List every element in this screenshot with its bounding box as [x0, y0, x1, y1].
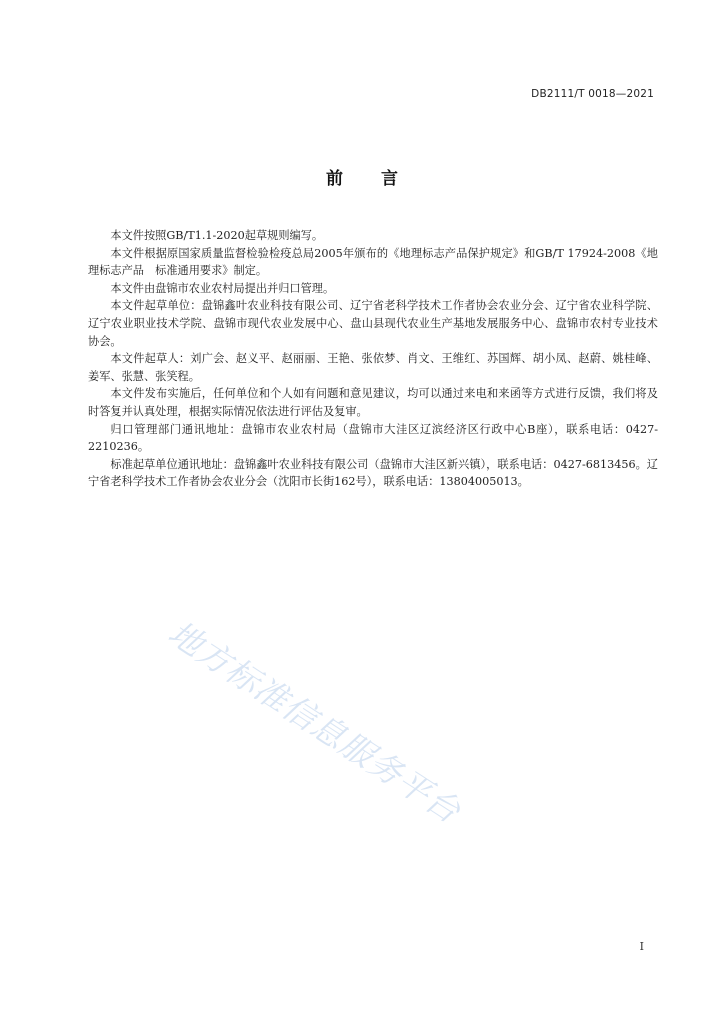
paragraph-drafting-rules: 本文件按照GB/T1.1-2020起草规则编写。: [110, 229, 324, 242]
foreword-body: [88, 227, 658, 491]
page-title-char-1: 前: [326, 169, 343, 189]
paragraph-admin-address: 归口管理部门通讯地址：盘锦市农业农村局（盘锦市大洼区辽滨经济区行政中心B座），联系电话：0427-2210236。: [88, 422, 658, 454]
page-title-char-2: 言: [381, 169, 398, 189]
page-number: I: [639, 940, 644, 953]
watermark: 地方标准信息服务平台: [161, 613, 468, 831]
document-code: DB2111/T 0018—2021: [531, 88, 654, 100]
paragraph-drafter-address: 标准起草单位通讯地址：盘锦鑫叶农业科技有限公司（盘锦市大洼区新兴镇），联系电话：0427-6813456。辽宁省老科学技术工作者协会农业分会（沈阳市长街162号），联系电话：13804005013。: [88, 457, 658, 489]
paragraph-proposer: 本文件由盘锦市农业农村局提出并归口管理。: [110, 281, 335, 295]
paragraph-basis: 本文件根据原国家质量监督检验检疫总局2005年颁布的《地理标志产品保护规定》和GB/T 17924-2008《地理标志产品 标准通用要求》制定。: [88, 246, 658, 278]
paragraph-drafting-units: 本文件起草单位：盘锦鑫叶农业科技有限公司、辽宁省老科学技术工作者协会农业分会、辽宁省农业科学院、辽宁农业职业技术学院、盘锦市现代农业发展中心、盘山县现代农业生产基地发展服务中心、盘锦市农村专业技术协会。: [88, 299, 658, 348]
paragraph-drafters: 本文件起草人：刘广会、赵义平、赵丽丽、王艳、张依梦、肖文、王维红、苏国辉、胡小凤、赵蔚、姚桂峰、姜军、张慧、张笑程。: [88, 352, 658, 383]
paragraph-feedback: 本文件发布实施后，任何单位和个人如有问题和意见建议，均可以通过来电和来函等方式进行反馈，我们将及时答复并认真处理，根据实际情况依法进行评估及复审。: [88, 387, 658, 418]
page-title: [0, 164, 724, 189]
